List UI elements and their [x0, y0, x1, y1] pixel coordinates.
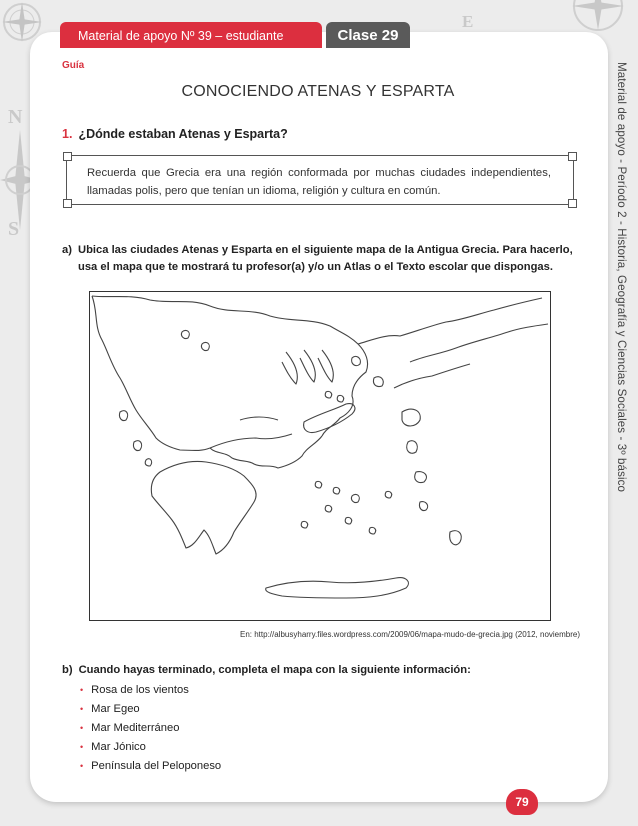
callout-corner: [63, 199, 72, 208]
bullet-icon: •: [80, 723, 84, 733]
page-title: CONOCIENDO ATENAS Y ESPARTA: [181, 83, 455, 100]
question-b-label: b): [62, 664, 73, 676]
list-item: [80, 757, 221, 776]
callout-corner: [568, 199, 577, 208]
list-item: [80, 700, 221, 719]
callout-corner: [568, 152, 577, 161]
list-item-text: Mar Mediterráneo: [91, 722, 180, 734]
question-1: [62, 127, 288, 141]
list-item-text: Mar Egeo: [91, 703, 140, 715]
reminder-callout: [66, 155, 574, 205]
question-a-text: Ubica las ciudades Atenas y Esparta en el siguiente mapa de la Antigua Grecia. Para hacerlo, usa el mapa que te mostrará tu profesor(a) y/o un Atlas o el Texto escolar que dispongas.: [78, 244, 573, 273]
map-outline-drawing: [90, 292, 550, 620]
question-a: [62, 242, 582, 276]
list-item: [80, 719, 221, 738]
bullet-icon: •: [80, 742, 84, 752]
checklist: [80, 681, 221, 776]
compass-letter-s: S: [8, 218, 20, 240]
page-number: 79: [506, 789, 538, 815]
question-b: [62, 664, 471, 676]
compass-letter-e: E: [462, 12, 474, 31]
greece-blank-map: [89, 291, 551, 621]
callout-text: Recuerda que Grecia era una región conformada por muchas ciudades independientes, llamadas polis, pero que tenían un idioma, religión y cultura en común.: [87, 167, 551, 197]
bullet-icon: •: [80, 704, 84, 714]
list-item: [80, 738, 221, 757]
bullet-icon: •: [80, 685, 84, 695]
question-a-label: a): [62, 244, 72, 256]
list-item: [80, 681, 221, 700]
list-item-text: Península del Peloponeso: [91, 760, 222, 772]
question-b-text: Cuando hayas terminado, completa el mapa con la siguiente información:: [78, 664, 471, 676]
map-source-citation: En: http://albusyharry.files.wordpress.com/2009/06/mapa-mudo-de-grecia.jpg (2012, noviembre): [240, 630, 581, 639]
side-running-header: Material de apoyo - Período 2 - Historia, Geografía y Ciencias Sociales - 3º básico: [615, 62, 628, 493]
question-1-number: 1.: [62, 127, 73, 141]
callout-corner: [63, 152, 72, 161]
compass-letter-n: N: [8, 106, 23, 128]
list-item-text: Rosa de los vientos: [91, 684, 189, 696]
bullet-icon: •: [80, 761, 84, 771]
list-item-text: Mar Jónico: [91, 741, 146, 753]
question-1-text: ¿Dónde estaban Atenas y Esparta?: [78, 127, 288, 141]
material-label: Material de apoyo Nº 39 – estudiante: [60, 22, 322, 48]
clase-label: Clase 29: [326, 22, 410, 48]
section-label: Guía: [62, 60, 85, 71]
